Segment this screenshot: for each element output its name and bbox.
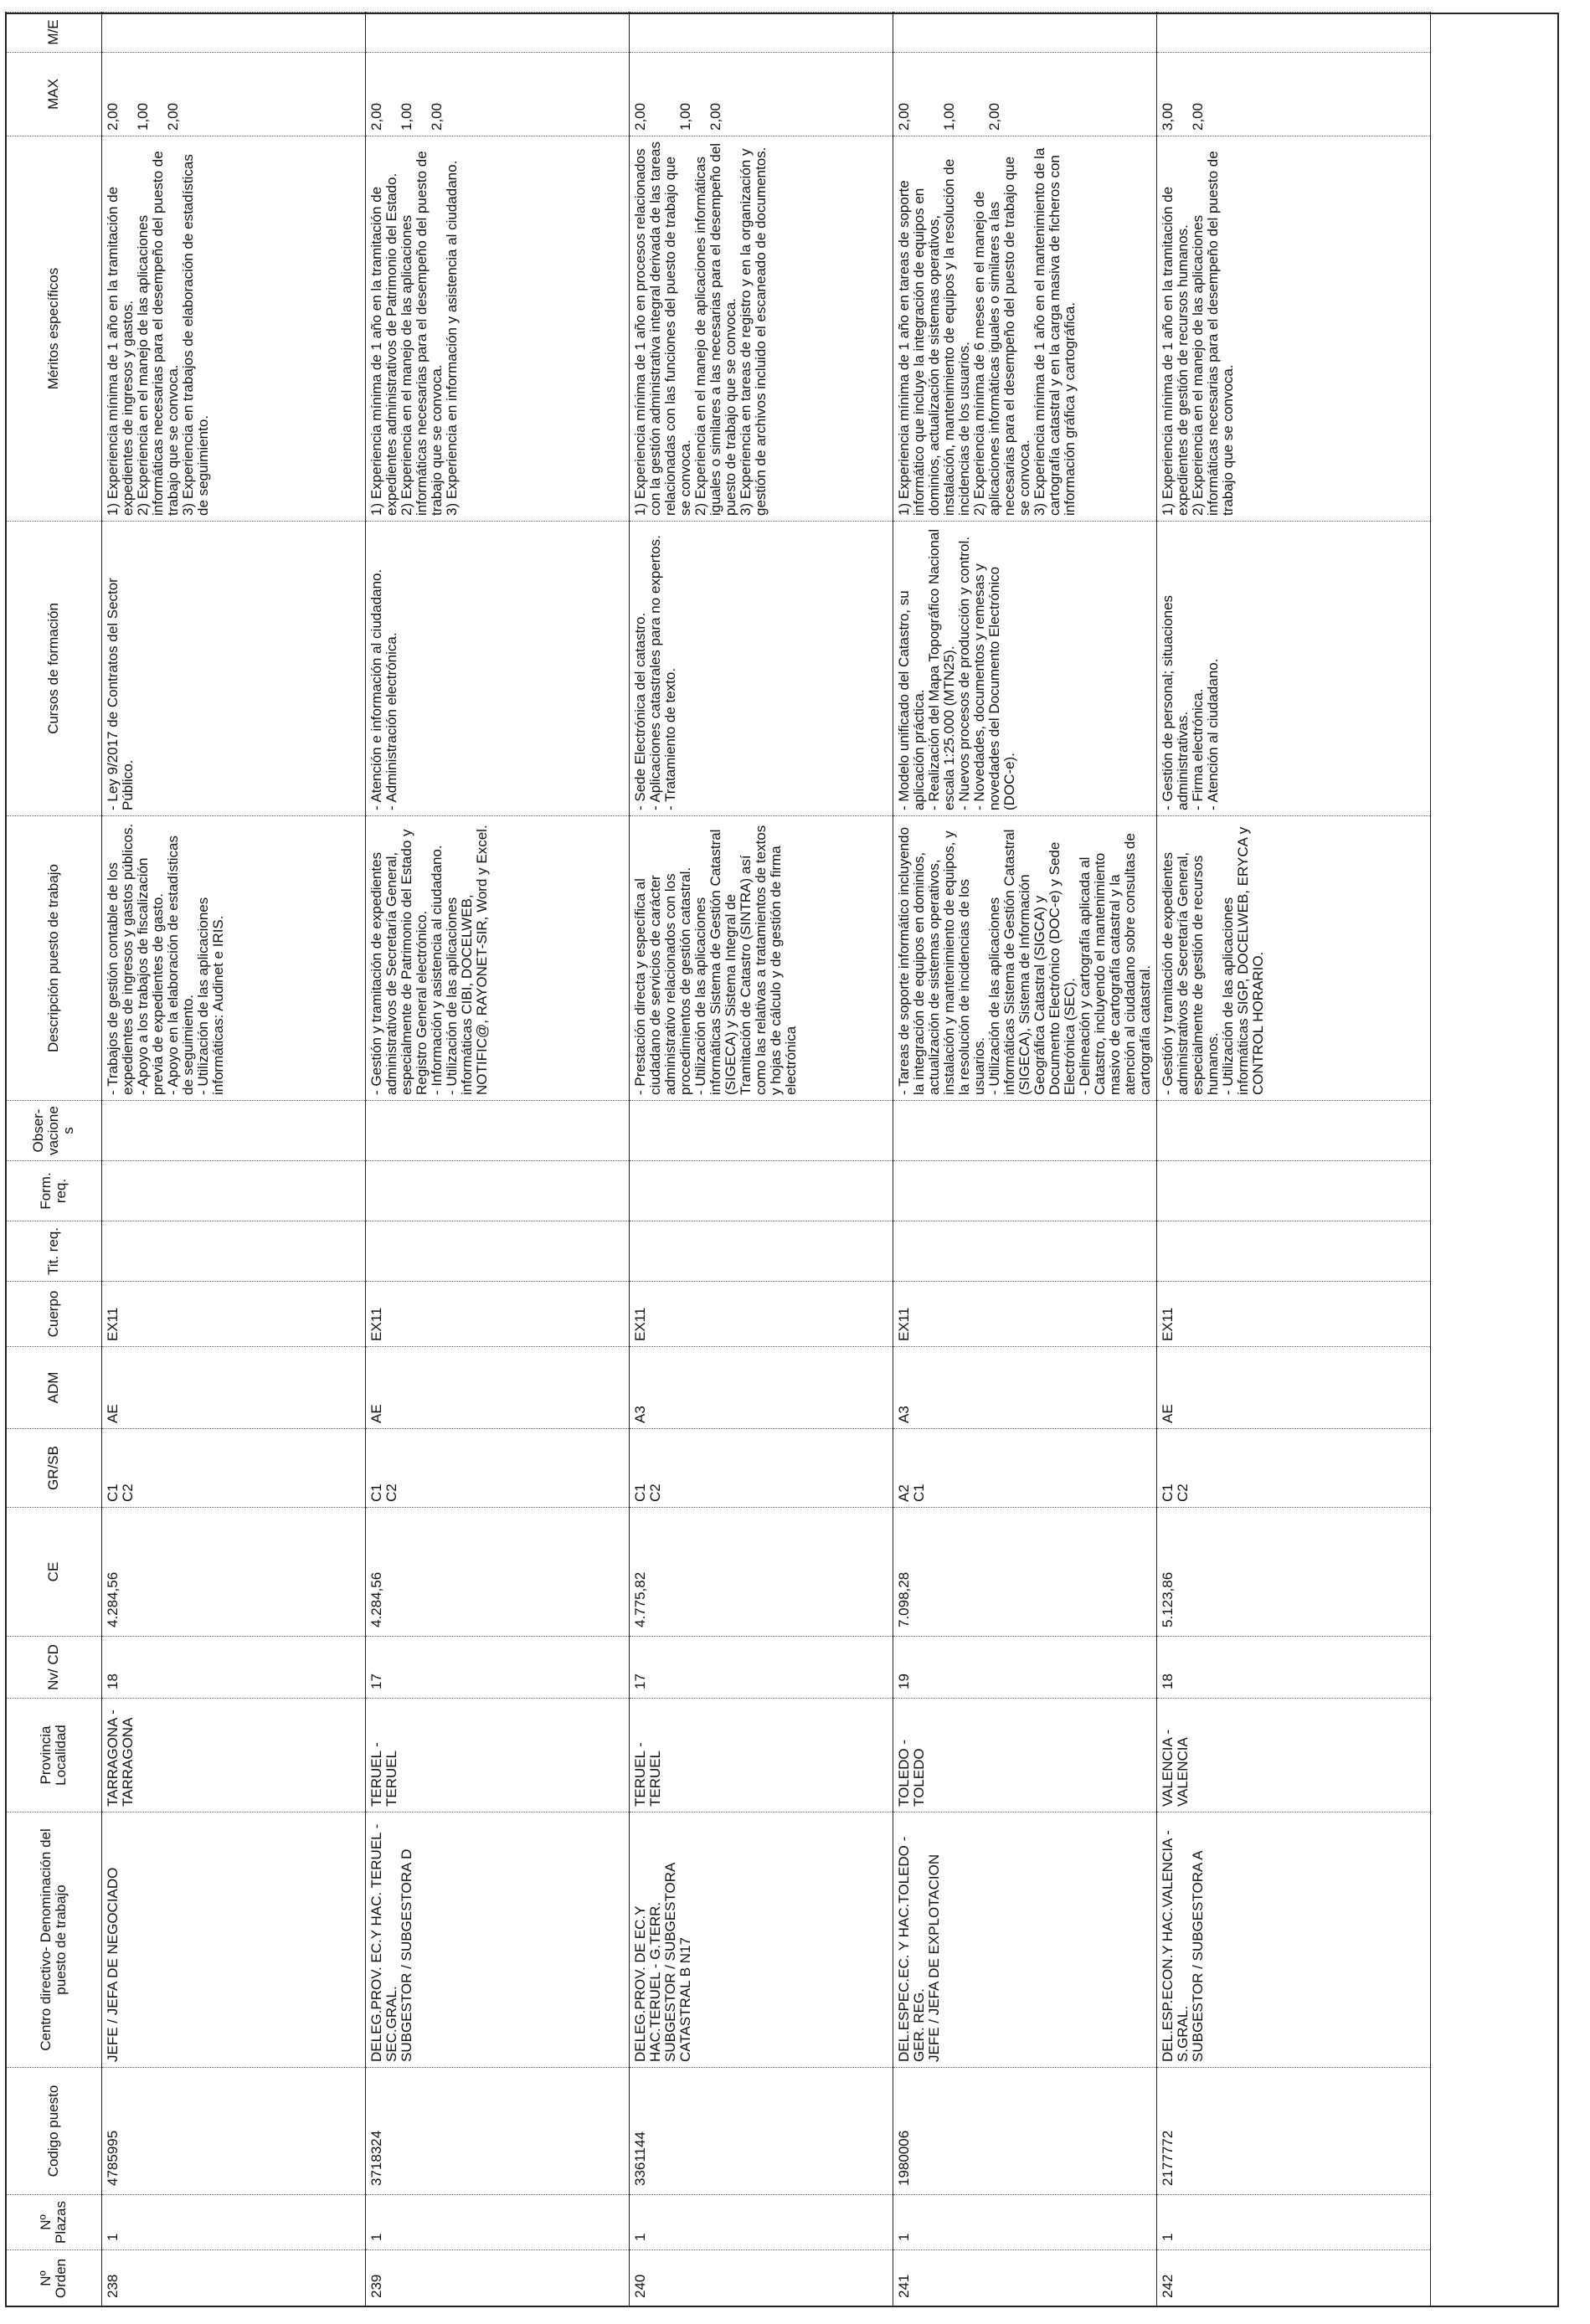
cell-plazas: 1 (893, 2195, 1157, 2250)
header-formacion: Form. req. (6, 1161, 102, 1221)
cell-grupo: C1 C2 (366, 1429, 630, 1508)
cell-ce: 4.284,56 (102, 1508, 366, 1637)
cell-nivel: 19 (893, 1637, 1157, 1699)
table-row (366, 13, 630, 2307)
cell-adm: A3 (630, 1347, 893, 1429)
cell-cuerpo: EX11 (366, 1282, 630, 1347)
cell-meritos: 1) Experiencia mínima de 1 año en procesos relacionados con la gestión administrativa integral derivada de las tareas relacionadas con las funciones del puesto de trabajo que se convoca. 2) Experiencia en el manejo de aplicaciones informáticas iguales o similares a las necesarias para el desempeño del puesto de trabajo que se convoca. 3) Experiencia en tareas de registro y en la organización y gestión de archivos incluido el escaneado de documentos. (630, 136, 893, 522)
cell-max: 2,00 1,00 2,00 (893, 53, 1157, 136)
table-row (893, 13, 1157, 2307)
cell-plazas: 1 (366, 2195, 630, 2250)
cell-observaciones (1157, 1101, 1431, 1161)
cell-adm: AE (366, 1347, 630, 1429)
cell-provincia: TOLEDO - TOLEDO (893, 1699, 1157, 1812)
header-plazas: Nº Plazas (6, 2195, 102, 2250)
cell-max: 2,00 1,00 2,00 (102, 53, 366, 136)
cell-plazas: 1 (1157, 2195, 1431, 2250)
cell-provincia: VALENCIA - VALENCIA (1157, 1699, 1431, 1812)
table-row (630, 13, 893, 2307)
cell-provincia: TERUEL - TERUEL (366, 1699, 630, 1812)
cell-meritos: 1) Experiencia mínima de 1 año en tareas de soporte informático que incluye la integración de equipos en dominios, actualización de sistemas operativos, instalación, mantenimiento de equipos y la resolución de incidencias de los usuarios. 2) Experiencia mínima de 6 meses en el manejo de aplicaciones informáticas iguales o similares a las necesarias para el desempeño del puesto de trabajo que se convoca. 3) Experiencia mínima de 1 año en el mantenimiento de la cartografía catastral y en la carga masiva de ficheros con información gráfica y cartográfica. (893, 136, 1157, 522)
cell-centro: DELEG.PROV. DE EC.Y HAC.TERUEL - G.TERR. SUBGESTOR / SUBGESTORA CATASTRAL B N17 (630, 1812, 893, 2068)
cell-me (102, 13, 366, 53)
cell-centro: DEL.ESPEC.EC. Y HAC.TOLEDO - GER. REG. JEFE / JEFA DE EXPLOTACION (893, 1812, 1157, 2068)
cell-centro: DELEG.PROV. EC.Y HAC. TERUEL - SEC.GRAL. SUBGESTOR / SUBGESTORA D (366, 1812, 630, 2068)
cell-cursos: - Sede Electrónica del catastro. - Aplicaciones catastrales para no expertos. - Tratamiento de texto. (630, 522, 893, 816)
cell-orden: 240 (630, 2250, 893, 2307)
cell-orden: 242 (1157, 2250, 1431, 2307)
cell-titulacion (1157, 1221, 1431, 1282)
cell-orden: 241 (893, 2250, 1157, 2307)
cell-cursos: - Gestión de personal; situaciones administrativas. - Firma electrónica. - Atención al ciudadano. (1157, 522, 1431, 816)
cell-adm: A3 (893, 1347, 1157, 1429)
cell-max: 2,00 1,00 2,00 (630, 53, 893, 136)
cell-cursos: - Atención e información al ciudadano. - Administración electrónica. (366, 522, 630, 816)
header-codigo: Codigo puesto (6, 2068, 102, 2195)
header-descripcion: Descripción puesto de trabajo (6, 816, 102, 1101)
cell-formacion (102, 1161, 366, 1221)
cell-nivel: 18 (1157, 1637, 1431, 1699)
cell-formacion (630, 1161, 893, 1221)
header-provincia: Provincia Localidad (6, 1699, 102, 1812)
cell-titulacion (893, 1221, 1157, 1282)
cell-observaciones (630, 1101, 893, 1161)
cell-titulacion (366, 1221, 630, 1282)
vacancy-table (5, 12, 1431, 2307)
cell-cuerpo: EX11 (630, 1282, 893, 1347)
cell-meritos: 1) Experiencia mínima de 1 año en la tramitación de expedientes administrativos de Patrimonio del Estado. 2) Experiencia en el manejo de las aplicaciones informáticas necesarias para el desempeño del puesto de trabajo que se convoca. 3) Experiencia en información y asistencia al ciudadano. (366, 136, 630, 522)
header-centro: Centro directivo- Denominación del puesto de trabajo (6, 1812, 102, 2068)
cell-grupo: A2 C1 (893, 1429, 1157, 1508)
header-cursos: Cursos de formación (6, 522, 102, 816)
cell-adm: AE (1157, 1347, 1431, 1429)
cell-orden: 239 (366, 2250, 630, 2307)
cell-descripcion: - Prestación directa y específica al ciudadano de servicios de carácter administrativo relacionados con los procedimientos de gestión catastral. - Utilización de las aplicaciones informáticas Sistema de Gestión Catastral (SIGECA) y Sistema Integral de Tramitación de Catastro (SINTRA) así como las relativas a tratamientos de textos y hojas de cálculo y de gestión de firma electrónica (630, 816, 893, 1101)
cell-titulacion (630, 1221, 893, 1282)
cell-titulacion (102, 1221, 366, 1282)
cell-descripcion: - Tareas de soporte informático incluyendo la integración de equipos en dominios, actualización de sistemas operativos, instalación y mantenimiento de equipos, y la resolución de incidencias de los usuarios. - Utilización de las aplicaciones informáticas Sistema de Gestión Catastral (SIGECA), Sistema de Información Geográfica Catastral (SIGCA) y Documento Electrónico (DOC-e) y Sede Electrónica (SEC). - Delineación y cartografía aplicada al Catastro, incluyendo el mantenimiento masivo de cartografía catastral y la atención al ciudadano sobre consultas de cartografía catastral. (893, 816, 1157, 1101)
cell-codigo: 3361144 (630, 2068, 893, 2195)
cell-formacion (893, 1161, 1157, 1221)
header-cuerpo: Cuerpo (6, 1282, 102, 1347)
cell-descripcion: - Gestión y tramitación de expedientes administrativos de Secretaría General, especialmente de Patrimonio del Estado y Registro General electrónico. - Información y asistencia al ciudadano. - Utilización de las aplicaciones informáticas CIBI, DOCELWEB, NOTIFIC@, RAYONET-SIR, Word y Excel. (366, 816, 630, 1101)
cell-plazas: 1 (630, 2195, 893, 2250)
cell-me (366, 13, 630, 53)
header-nivel: Nv/ CD (6, 1637, 102, 1699)
cell-codigo: 2177772 (1157, 2068, 1431, 2195)
header-me: M/E (6, 13, 102, 53)
cell-codigo: 4785995 (102, 2068, 366, 2195)
cell-provincia: TERUEL - TERUEL (630, 1699, 893, 1812)
cell-cursos: - Ley 9/2017 de Contratos del Sector Público. (102, 522, 366, 816)
cell-formacion (1157, 1161, 1431, 1221)
cell-me (630, 13, 893, 53)
cell-ce: 4.775,82 (630, 1508, 893, 1637)
header-adm: ADM (6, 1347, 102, 1429)
header-grupo: GR/SB (6, 1429, 102, 1508)
cell-provincia: TARRAGONA - TARRAGONA (102, 1699, 366, 1812)
cell-centro: JEFE / JEFA DE NEGOCIADO (102, 1812, 366, 2068)
cell-grupo: C1 C2 (102, 1429, 366, 1508)
cell-observaciones (366, 1101, 630, 1161)
header-max: MAX (6, 53, 102, 136)
cell-descripcion: - Gestión y tramitación de expedientes administrativos de Secretaría General, especialmente de gestión de recursos humanos. - Utilización de las aplicaciones informáticas SIGP, DOCELWEB, ERYCA y CONTROL HORARIO. (1157, 816, 1431, 1101)
cell-ce: 7.098,28 (893, 1508, 1157, 1637)
table-row (1157, 13, 1431, 2307)
cell-orden: 238 (102, 2250, 366, 2307)
cell-cuerpo: EX11 (1157, 1282, 1431, 1347)
cell-nivel: 17 (630, 1637, 893, 1699)
cell-adm: AE (102, 1347, 366, 1429)
cell-cuerpo: EX11 (893, 1282, 1157, 1347)
header-observaciones: Obser- vaciones (6, 1101, 102, 1161)
cell-meritos: 1) Experiencia mínima de 1 año en la tramitación de expedientes de ingresos y gastos. 2) Experiencia en el manejo de las aplicaciones informáticas necesarias para el desempeño del puesto de trabajo que se convoca. 3) Experiencia en trabajos de elaboración de estadísticas de seguimiento. (102, 136, 366, 522)
table-row (102, 13, 366, 2307)
cell-codigo: 1980006 (893, 2068, 1157, 2195)
cell-grupo: C1 C2 (630, 1429, 893, 1508)
cell-max: 2,00 1,00 2,00 (366, 53, 630, 136)
table-body (102, 13, 1431, 2307)
header-ce: CE (6, 1508, 102, 1637)
cell-max: 3,00 2,00 (1157, 53, 1431, 136)
cell-grupo: C1 C2 (1157, 1429, 1431, 1508)
cell-ce: 5.123,86 (1157, 1508, 1431, 1637)
cell-codigo: 3718324 (366, 2068, 630, 2195)
cell-observaciones (102, 1101, 366, 1161)
cell-observaciones (893, 1101, 1157, 1161)
cell-nivel: 18 (102, 1637, 366, 1699)
cell-ce: 4.284,56 (366, 1508, 630, 1637)
cell-me (1157, 13, 1431, 53)
cell-descripcion: - Trabajos de gestión contable de los expedientes de ingresos y gastos públicos. - Apoyo a los trabajos de fiscalización previa de expedientes de gasto. - Apoyo en la elaboración de estadísticas de seguimiento. - Utilización de las aplicaciones informáticas: Audinet e IRIS. (102, 816, 366, 1101)
cell-meritos: 1) Experiencia mínima de 1 año en la tramitación de expedientes de gestión de recursos humanos. 2) Experiencia en el manejo de las aplicaciones informáticas necesarias para el desempeño del puesto de trabajo que se convoca. (1157, 136, 1431, 522)
header-orden: Nº Orden (6, 2250, 102, 2307)
cell-formacion (366, 1161, 630, 1221)
cell-plazas: 1 (102, 2195, 366, 2250)
cell-cursos: - Modelo unificado del Catastro, su aplicación práctica. - Realización del Mapa Topográfico Nacional escala 1:25.000 (MTN25). - Nuevos procesos de producción y control. - Novedades, documentos y remesas y novedades del Documento Electrónico (DOC-e). (893, 522, 1157, 816)
header-row (6, 13, 102, 2307)
cell-nivel: 17 (366, 1637, 630, 1699)
cell-centro: DEL.ESP.ECON.Y HAC.VALENCIA - S.GRAL. SUBGESTOR / SUBGESTORA A (1157, 1812, 1431, 2068)
cell-cuerpo: EX11 (102, 1282, 366, 1347)
header-meritos: Méritos específicos (6, 136, 102, 522)
cell-me (893, 13, 1157, 53)
header-titulacion: Tit. req. (6, 1221, 102, 1282)
